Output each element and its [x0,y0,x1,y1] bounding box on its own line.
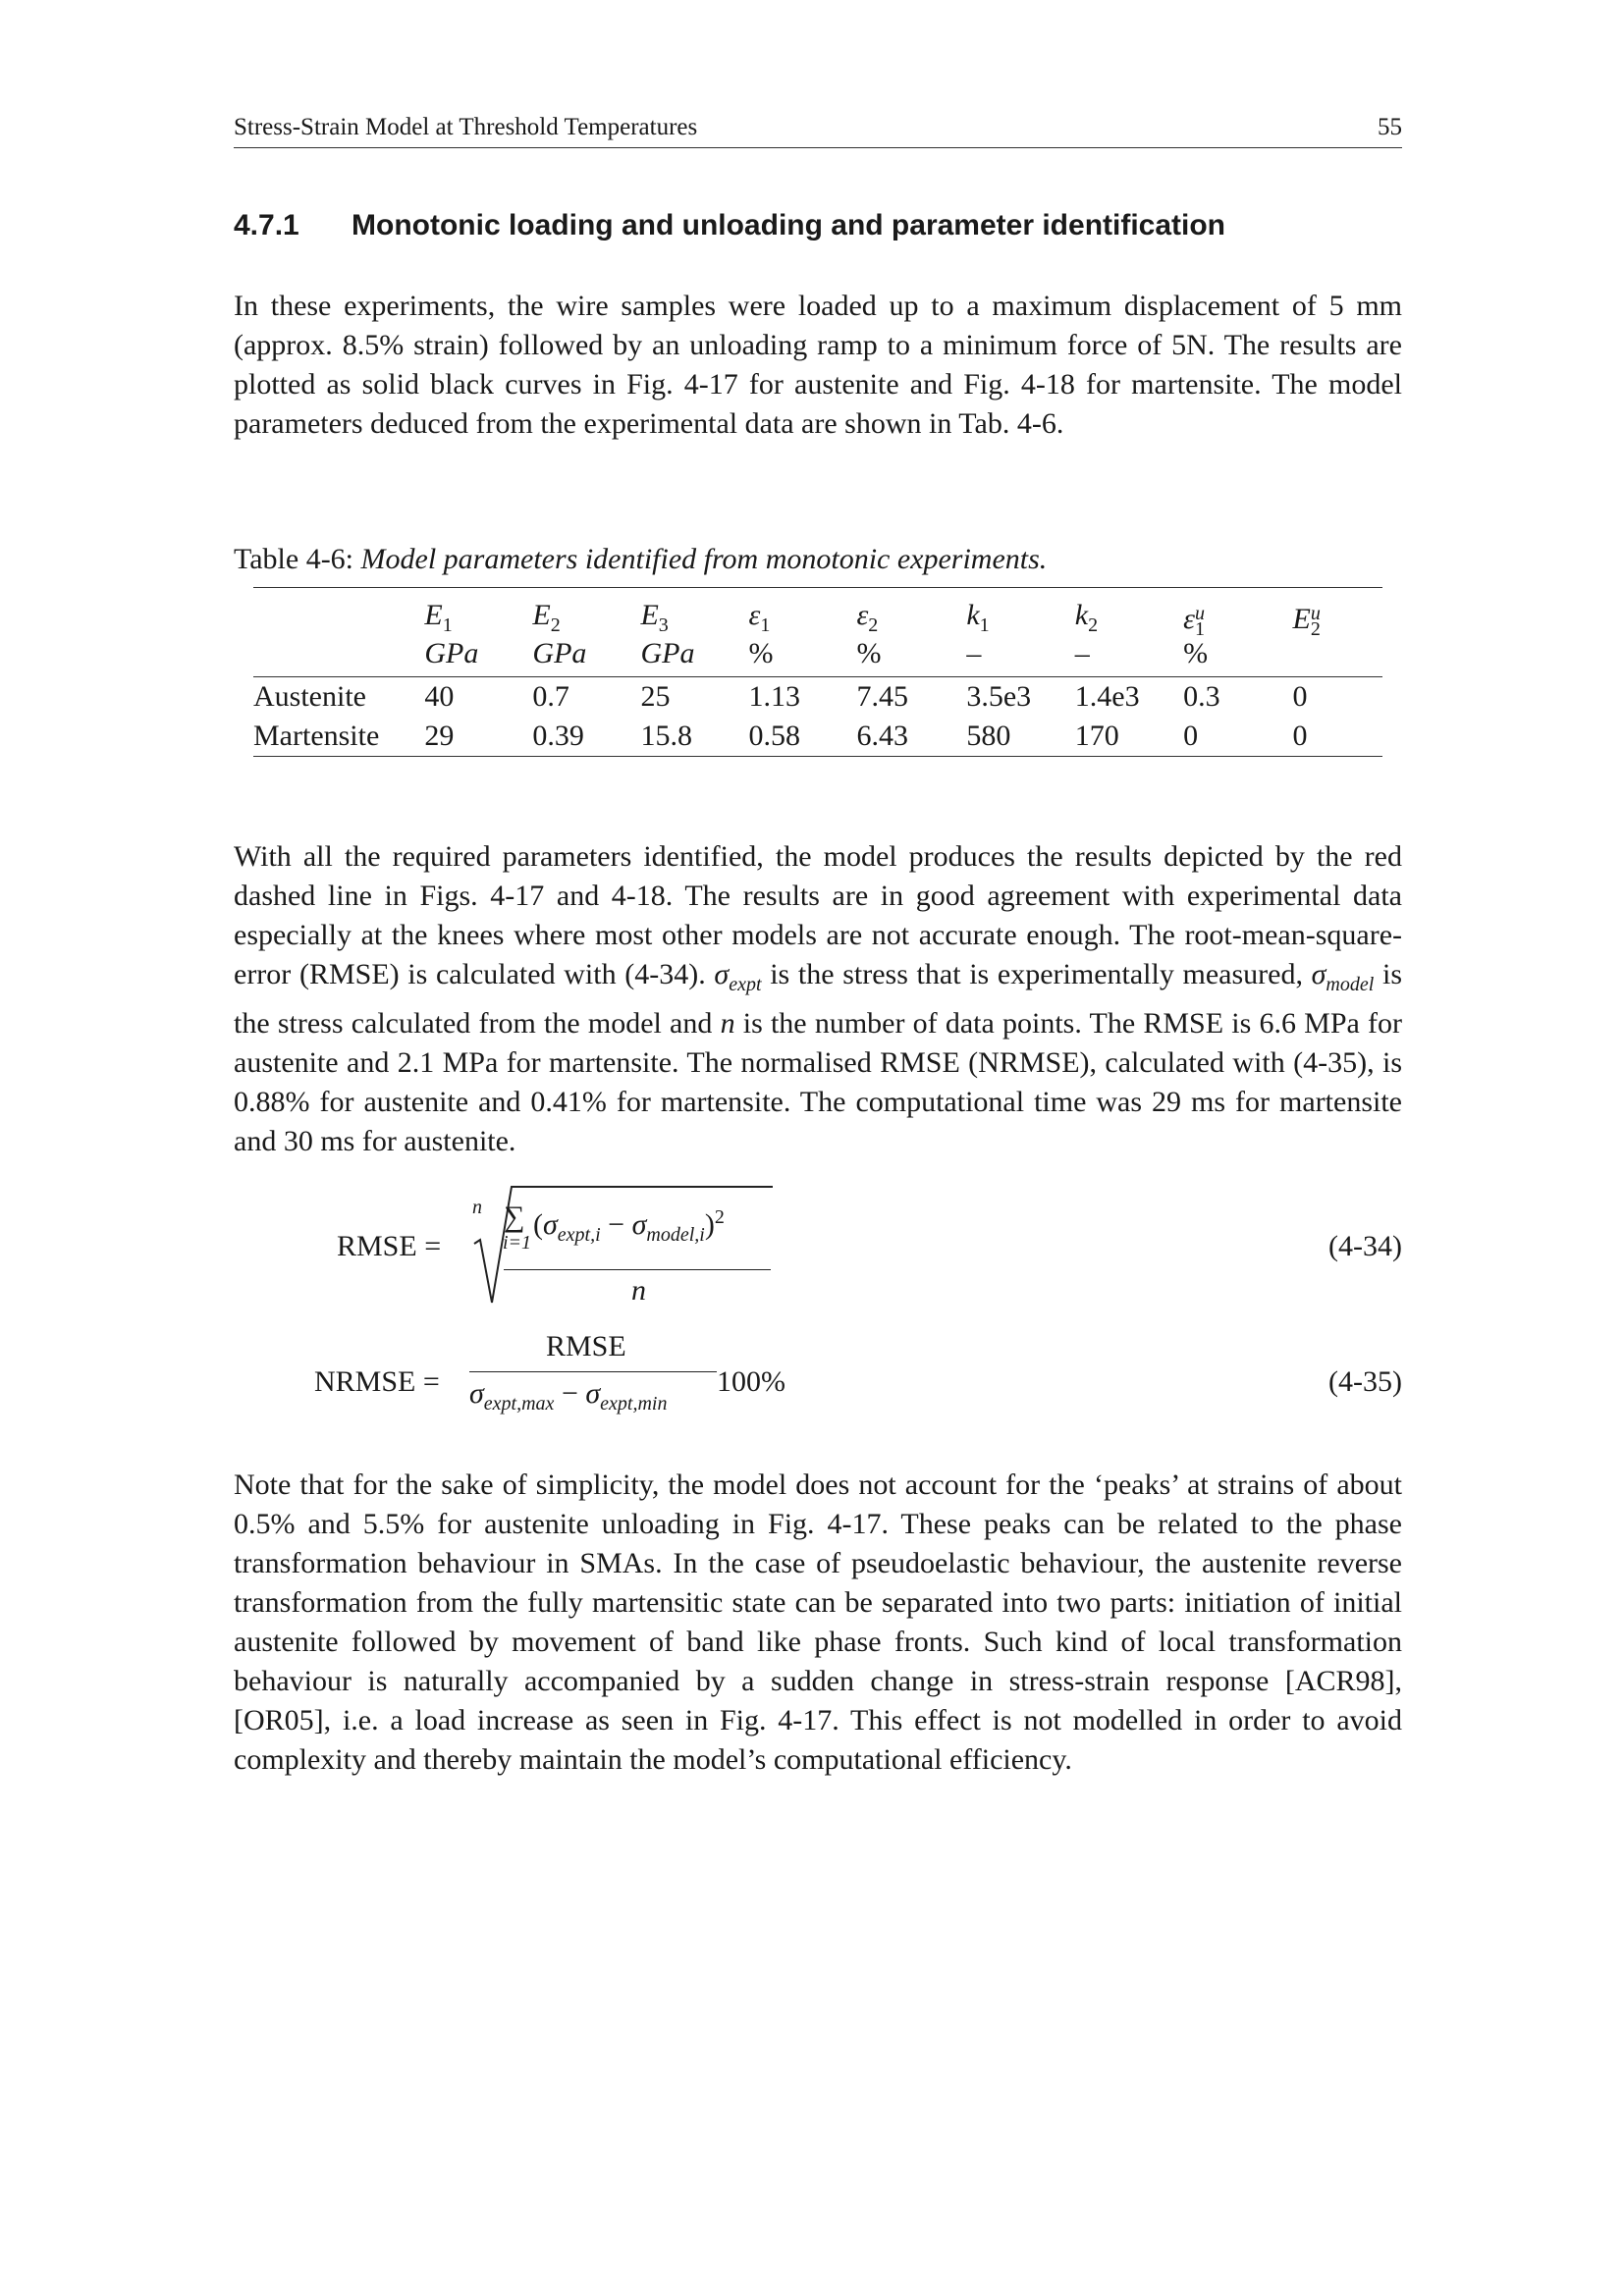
sigma-expt-subscript: expt [729,974,762,995]
equation-number: (4-34) [1328,1230,1402,1262]
header-empty-cell [253,637,424,677]
header-symbol-8: E u 2 [1292,602,1321,640]
section-title: Monotonic loading and unloading and parameter identification [352,209,1226,241]
header-unit-6: – [1074,637,1090,669]
results-text-a: With all the required parameters identified, the model produces the results depicted by the red dashed line in Figs. 4-17 and 4-18. The results are in good agreement with experimental data especially at the knees where most other models are not accurate enough. The root-mean-square-error (RMSE) is calculated with (4-34). [234,840,1402,990]
header-unit-2: GPa [640,637,695,669]
header-symbol-6: $k_2$ [1074,599,1099,636]
equation-rmse [234,1183,1402,1320]
den2-subscript: expt,min [600,1393,668,1415]
table-cell: 7.45 [856,680,908,713]
table-cell: 1.4e3 [1074,680,1140,713]
header-unit-0: GPa [424,637,479,669]
table-caption [234,543,1047,576]
paragraph-results [234,837,1402,1161]
table-cell: 3.5e3 [966,680,1032,713]
section-number: 4.7.1 [234,209,299,241]
header-unit-3: % [748,637,774,669]
header-unit-1: GPa [532,637,587,669]
table-caption-text: Model parameters identified from monotonic experiments. [360,543,1048,575]
paragraph-peaks: Note that for the sake of simplicity, the model does not account for the ‘peaks’ at strains of about 0.5% and 5.5% for austenite unloading in Fig. 4-17. These peaks can be related to the phase transformation behaviour in SMAs. In the case of pseudoelastic behaviour, the austenite reverse transformation from the fully martensitic state can be separated into two parts: initiation of initial austenite followed by movement of band like phase fronts. Such kind of local transformation behaviour is naturally accompanied by a sudden change in stress-strain response [ACR98], [OR05], i.e. a load increase as seen in Fig. 4-17. This effect is not modelled in order to avoid complexity and thereby maintain the model’s computational efficiency. [234,1468,1402,1776]
page-number: 55 [1378,114,1402,140]
header-unit-5: – [966,637,982,669]
table-cell: 15.8 [640,720,692,752]
table-cell: 0.39 [532,720,584,752]
table-row [253,717,1382,757]
table-cell: 0 [1292,680,1308,713]
n-symbol: n [720,1007,735,1040]
table-cell: 580 [966,720,1011,752]
term1-subscript: expt,i [557,1224,601,1246]
row-label: Austenite [253,680,366,713]
nrmse-numerator: RMSE [546,1330,626,1362]
sigma-expt-symbol: $\sigma_{expt}$ [714,958,762,995]
header-empty-cell [253,588,424,638]
sum-upper-limit: n [472,1197,482,1218]
nrmse-factor: 100% [717,1365,785,1398]
table-cell: 40 [424,680,455,713]
den1-subscript: expt,max [483,1393,555,1415]
sigma-model-symbol: $\sigma_{model}$ [1311,958,1375,995]
header-unit-7: % [1183,637,1209,669]
fraction-bar [504,1269,771,1270]
header-symbol-5: $k_1$ [966,599,990,636]
summation-icon: ∑ [504,1201,525,1233]
table-cell: 0.7 [532,680,569,713]
header-symbol-1: $E_2$ [532,599,561,636]
section-heading [234,209,1225,242]
parameter-table [253,587,1382,757]
nrmse-lhs: NRMSE = [314,1365,440,1398]
term2-subscript: model,i [646,1224,705,1246]
header-symbol-7: ε u 1 [1183,602,1205,640]
nrmse-denominator: $\sigma_{expt,max} - \sigma_{expt,min}$ [469,1377,668,1415]
running-title: Stress-Strain Model at Threshold Temperatures [234,114,698,140]
row-label: Martensite [253,720,380,752]
table-cell: 170 [1074,720,1119,752]
table-caption-label: Table 4-6: [234,543,354,575]
equation-nrmse [234,1330,1402,1428]
results-text-b: is the stress that is experimentally measured, [761,958,1312,990]
table-cell: 0 [1183,720,1199,752]
table-header-units [253,637,1382,677]
power: 2 [714,1206,725,1228]
header-symbol-0: $E_1$ [424,599,453,636]
rmse-lhs: RMSE = [337,1230,442,1262]
sum-lower-limit: i=1 [503,1232,532,1254]
table-cell: 1.13 [748,680,800,713]
paragraph-intro: In these experiments, the wire samples were loaded up to a maximum displacement of 5 mm (approx. 8.5% strain) followed by an unloading ramp to a minimum force of 5N. The results are plotted as solid black curves in Fig. 4-17 for austenite and Fig. 4-18 for martensite. The model parameters deduced from the experimental data are shown in Tab. 4-6. [234,290,1402,440]
table-cell: 6.43 [856,720,908,752]
table-cell: 25 [640,680,671,713]
rmse-denominator: n [631,1274,646,1307]
rmse-numerator: $(\sigma_{expt,i} - \sigma_{model,i})^2$ [533,1206,725,1246]
header-unit-4: % [856,637,882,669]
equation-number: (4-35) [1328,1365,1402,1398]
table-row [253,677,1382,718]
header-symbol-2: $E_3$ [640,599,669,636]
table-cell: 0 [1292,720,1308,752]
running-header [234,110,1402,148]
sigma-model-subscript: model [1326,974,1375,995]
results-text-c: is the stress calculated from the model and [234,958,1402,1040]
fraction-bar [469,1371,717,1372]
header-symbol-4: $\varepsilon_2$ [856,599,879,636]
table-cell: 29 [424,720,455,752]
header-symbol-3: $\varepsilon_1$ [748,599,771,636]
table-cell: 0.58 [748,720,800,752]
table-header-symbols [253,588,1382,638]
header-unit-8 [1293,637,1382,677]
table-cell: 0.3 [1183,680,1220,713]
results-text-d: is the number of data points. The RMSE is 6.6 MPa for austenite and 2.1 MPa for martensite. The normalised RMSE (NRMSE), calculated with (4-35), is 0.88% for austenite and 0.41% for martensite. The computational time was 29 ms for martensite and 30 ms for austenite. [234,1007,1403,1157]
